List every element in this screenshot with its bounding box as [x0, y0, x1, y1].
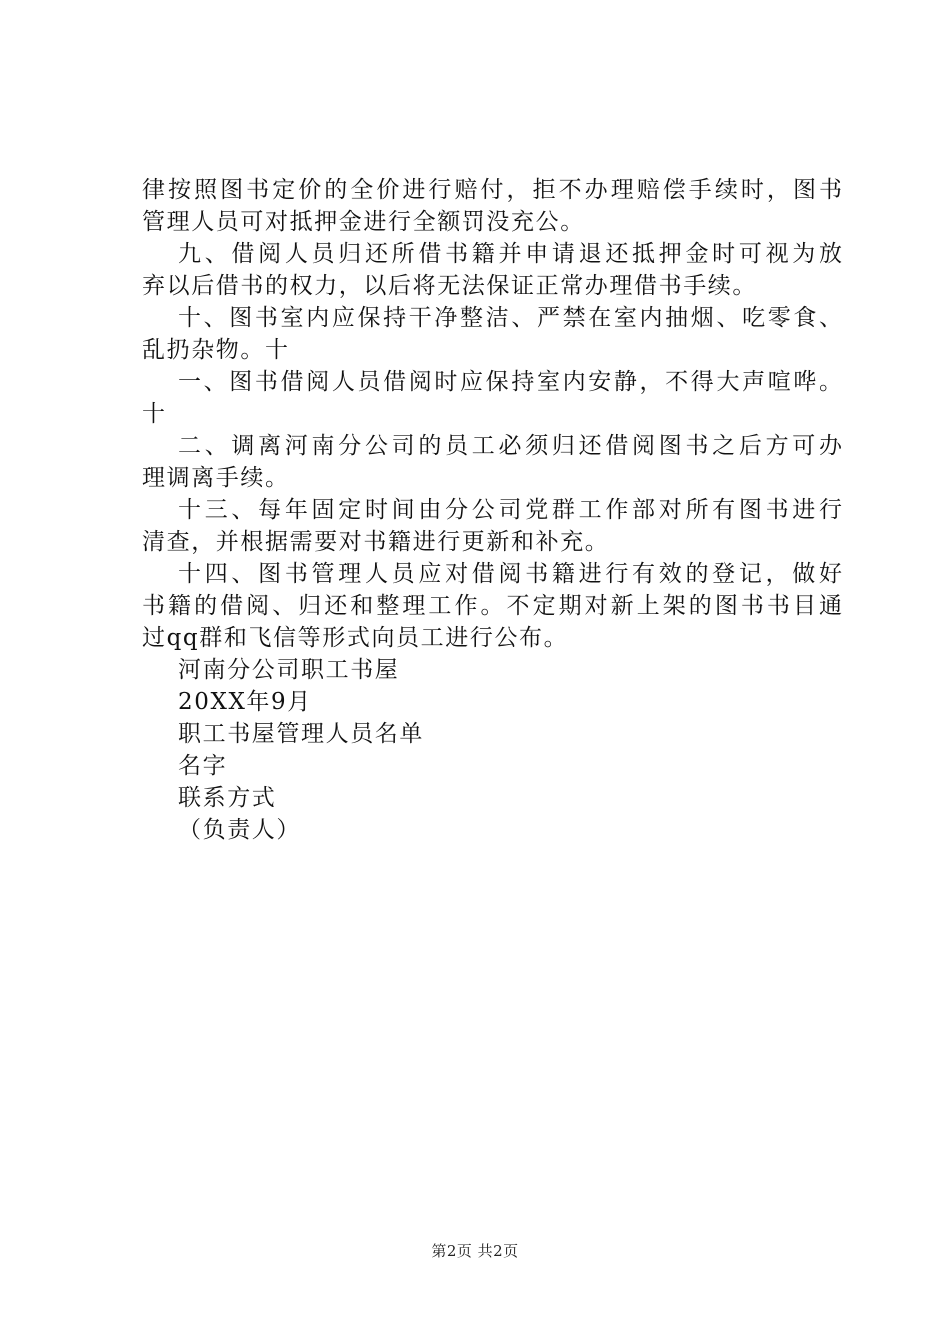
page-number-footer: 第2页 共2页 [431, 1242, 519, 1260]
text-line: 十 [142, 401, 167, 427]
signature-org: 河南分公司职工书屋 [178, 657, 400, 683]
text-line: 弃以后借书的权力，以后将无法保证正常办理借书手续。 [142, 273, 757, 299]
text-line: 十三、每年固定时间由分公司党群工作部对所有图书进行 [178, 497, 842, 523]
text-line: 九、借阅人员归还所借书籍并申请退还抵押金时可视为放 [178, 241, 842, 267]
staff-role-label: （负责人） [178, 817, 301, 843]
signature-date: 20XX年9月 [178, 689, 312, 715]
text-line: 十四、图书管理人员应对借阅书籍进行有效的登记，做好 [178, 561, 842, 587]
staff-contact-label: 联系方式 [178, 785, 277, 811]
text-line: 十、图书室内应保持干净整洁、严禁在室内抽烟、吃零食、 [178, 305, 842, 331]
text-line: 一、图书借阅人员借阅时应保持室内安静，不得大声喧哗。 [178, 369, 842, 395]
text-line: 乱扔杂物。十 [142, 337, 290, 363]
staff-list-title: 职工书屋管理人员名单 [178, 721, 424, 747]
text-line: 二、调离河南分公司的员工必须归还借阅图书之后方可办 [178, 433, 842, 459]
text-line: 书籍的借阅、归还和整理工作。不定期对新上架的图书书目通 [142, 593, 842, 619]
text-line: 律按照图书定价的全价进行赔付，拒不办理赔偿手续时，图书 [142, 177, 842, 203]
text-line: 管理人员可对抵押金进行全额罚没充公。 [142, 209, 585, 235]
document-body [142, 174, 842, 846]
text-line: 过qq群和飞信等形式向员工进行公布。 [142, 625, 569, 651]
text-line: 理调离手续。 [142, 465, 290, 491]
text-line: 清查，并根据需要对书籍进行更新和补充。 [142, 529, 610, 555]
staff-name-label: 名字 [178, 753, 228, 779]
